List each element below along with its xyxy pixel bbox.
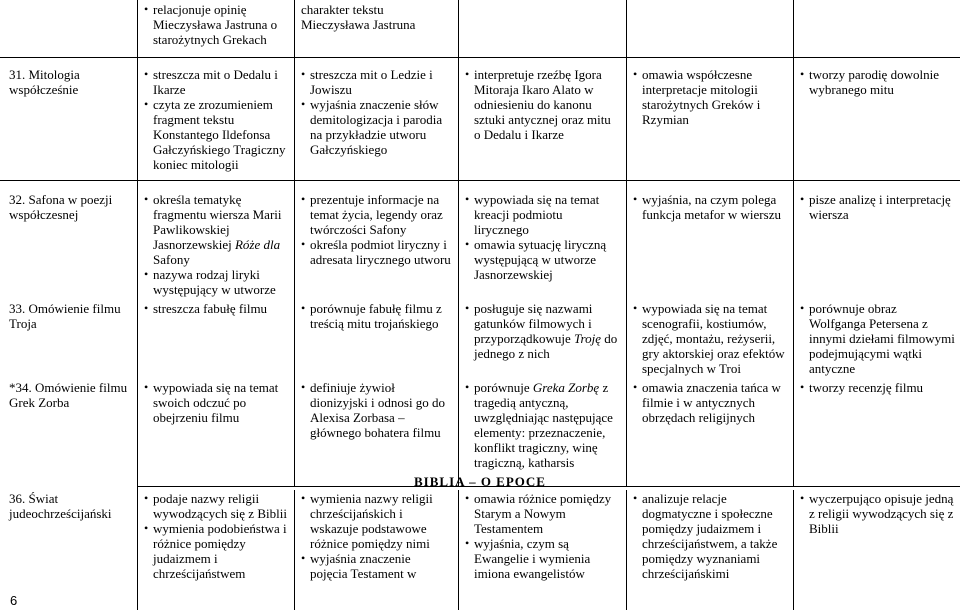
row33-col3: [301, 301, 453, 331]
row32-col5: [633, 192, 788, 222]
list-item: • omawia różnice pomiędzy Starym a Nowym Testamentem: [465, 491, 620, 536]
col-divider-5: [793, 0, 794, 486]
row32-col3: [301, 192, 451, 267]
list-item: • streszcza mit o Ledzie i Jowiszu: [301, 67, 451, 97]
list-item: • wypowiada się na temat scenografii, kostiumów, zdjęć, montażu, reżyserii, gry aktorskiej oraz efektów specjalnych w Troi: [633, 301, 788, 376]
list-item: • interpretuje rzeźbę Igora Mitoraja Ikaro Alato w odniesieniu do kanonu sztuki antycznej oraz mitu o Dedalu i Ikarze: [465, 67, 620, 142]
list-item: • porównuje fabułę filmu z treścią mitu trojańskiego: [301, 301, 453, 331]
list-item: • omawia współczesne interpretacje mitologii starożytnych Greków i Rzymian: [633, 67, 788, 127]
list-item: • omawia sytuację liryczną występującą w utworze Jasnorzewskiej: [465, 237, 620, 282]
col-divider-4b: [626, 490, 627, 610]
lesson-title-36: 36. Świat judeochrześcijański: [9, 491, 112, 521]
row31-col5: [633, 67, 788, 127]
lesson-title-32: 32. Safona w poezji współczesnej: [9, 192, 113, 222]
col-divider-2b: [294, 490, 295, 610]
row34-col2: [144, 380, 284, 425]
list-item: • wypowiada się na temat swoich odczuć po obejrzeniu filmu: [144, 380, 284, 425]
top-row-col2: [144, 2, 289, 47]
rule-after-top-row: [0, 57, 960, 58]
list-item: • pisze analizę i interpretację wiersza: [800, 192, 955, 222]
rule-after-row-31: [0, 180, 960, 181]
row34-col3: [301, 380, 451, 440]
col-divider-5b: [793, 490, 794, 610]
row32-col4: [465, 192, 620, 282]
list-item: • wymienia podobieństwa i różnice pomiędzy judaizmem i chrześcijaństwem: [144, 521, 289, 581]
row33-col2: [144, 301, 289, 316]
list-item: • streszcza fabułę filmu: [144, 301, 289, 316]
list-item: • podaje nazwy religii wywodzących się z Biblii: [144, 491, 289, 521]
lesson-title-31: 31. Mitologia współcześnie: [9, 67, 80, 97]
top-row-col3: [301, 2, 451, 32]
list-item: • prezentuje informacje na temat życia, legendy oraz twórczości Safony: [301, 192, 451, 237]
row36-col6: [800, 491, 955, 536]
list-item: • określa tematykę fragmentu wiersza Marii Pawlikowskiej Jasnorzewskiej Róże dla Safony: [144, 192, 289, 267]
row32-col6: [800, 192, 955, 222]
row34-col5: [633, 380, 788, 425]
row36-col4: [465, 491, 620, 581]
lesson-title-34: *34. Omówienie filmu Grek Zorba: [9, 380, 128, 410]
list-item: • wymienia nazwy religii chrześcijańskich i wskazuje podstawowe różnice pomiędzy nimi: [301, 491, 451, 551]
row31-col4: [465, 67, 620, 142]
list-item: • wyjaśnia, czym są Ewangelie i wymienia imiona ewangelistów: [465, 536, 620, 581]
page-number: 6: [10, 593, 18, 608]
col-divider-3: [458, 0, 459, 486]
list-item: • omawia znaczenia tańca w filmie i w antycznych obrzędach religijnych: [633, 380, 788, 425]
row34-col6: [800, 380, 955, 395]
row31-col6: [800, 67, 955, 97]
list-item: • nazywa rodzaj liryki występujący w utworze: [144, 267, 289, 297]
col-divider-2: [294, 0, 295, 486]
row31-col3: [301, 67, 451, 157]
row34-col4: [465, 380, 620, 470]
list-item: • czyta ze zrozumieniem fragment tekstu Konstantego Ildefonsa Gałczyńskiego Tragiczny koniec mitologii: [144, 97, 289, 172]
list-item: • określa podmiot liryczny i adresata lirycznego utworu: [301, 237, 451, 267]
row33-col5: [633, 301, 788, 376]
list-item: • porównuje obraz Wolfganga Petersena z innymi dziełami filmowymi podejmującymi wątki antyczne: [800, 301, 955, 376]
list-item: • tworzy recenzję filmu: [800, 380, 955, 395]
list-item: • analizuje relacje dogmatyczne i społeczne pomiędzy judaizmem i chrześcijaństwem, a także pomiędzy wyznaniami chrześcijańskimi: [633, 491, 788, 581]
section-banner: BIBLIA – O EPOCE: [414, 474, 546, 489]
row33-col4: [465, 301, 620, 361]
list-item: • definiuje żywioł dionizyjski i odnosi go do Alexisa Zorbasa – głównego bohatera filmu: [301, 380, 451, 440]
row33-col6: [800, 301, 955, 376]
list-item: • wyjaśnia, na czym polega funkcja metafor w wierszu: [633, 192, 788, 222]
list-item: • wypowiada się na temat kreacji podmiotu lirycznego: [465, 192, 620, 237]
list-item: • posługuje się nazwami gatunków filmowych i przyporządkowuje Troję do jednego z nich: [465, 301, 620, 361]
list-item: • wyjaśnia znaczenie słów demitologizacja i parodia na przykładzie utworu Gałczyńskiego: [301, 97, 451, 157]
list-item: • wyjaśnia znaczenie pojęcia Testament w: [301, 551, 451, 581]
row36-col3: [301, 491, 451, 581]
list-item: • tworzy parodię dowolnie wybranego mitu: [800, 67, 955, 97]
row36-col5: [633, 491, 788, 581]
list-item: • streszcza mit o Dedalu i Ikarze: [144, 67, 289, 97]
col-divider-3b: [458, 490, 459, 610]
lesson-title-33: 33. Omówienie filmu Troja: [9, 301, 121, 331]
row32-col2: [144, 192, 289, 297]
row31-col2: [144, 67, 289, 172]
list-item: charakter tekstu Mieczysława Jastruna: [301, 2, 416, 32]
col-divider-1: [137, 0, 138, 610]
list-item: • wyczerpująco opisuje jedną z religii wywodzących się z Biblii: [800, 491, 955, 536]
list-item: • porównuje Greka Zorbę z tragedią antyczną, uwzględniając następujące elementy: przeznaczenie, konflikt tragiczny, winę tragiczną, katharsis: [465, 380, 620, 470]
row36-col2: [144, 491, 289, 581]
col-divider-4: [626, 0, 627, 486]
list-item: • relacjonuje opinię Mieczysława Jastruna o starożytnych Grekach: [144, 2, 289, 47]
